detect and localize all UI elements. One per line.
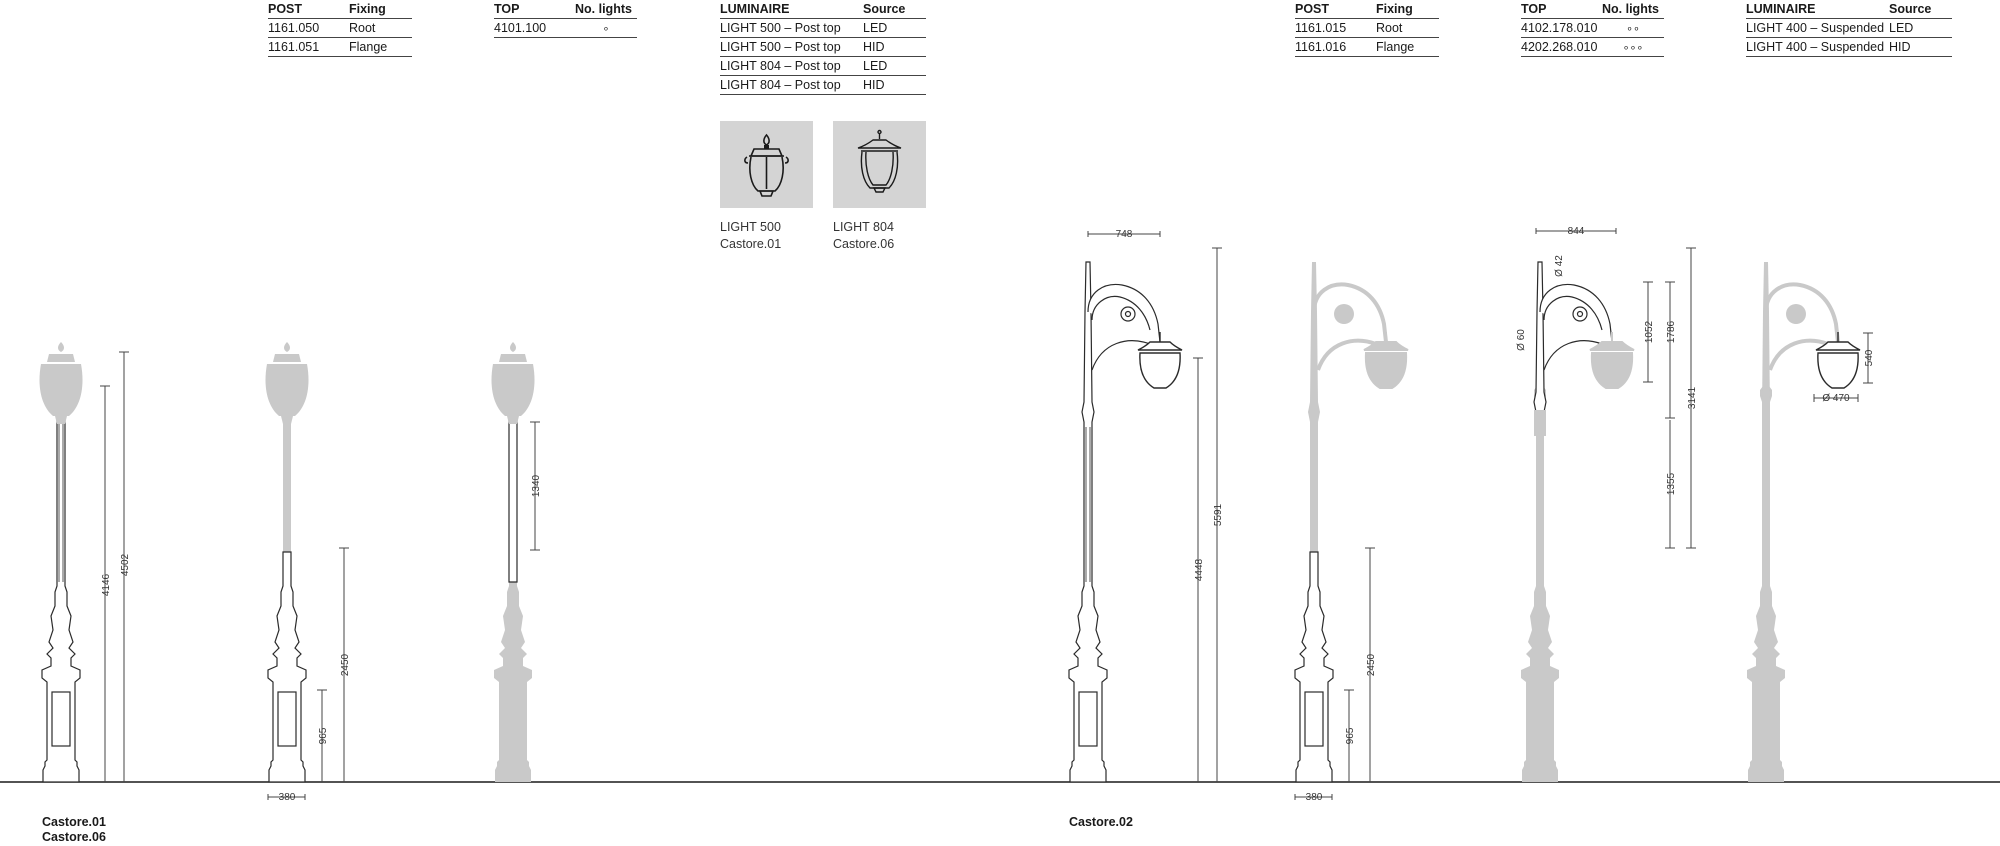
source-value: LED (1889, 21, 1914, 35)
source-value: LED (863, 59, 888, 73)
pole-suspended-lantern (1747, 262, 1860, 782)
luminaire-header: LUMINAIRE (720, 2, 790, 16)
pole-castore-02-variant (1295, 262, 1408, 782)
dim-diam-470: Ø 470 (1822, 393, 1850, 404)
lights-symbol: ∘∘∘ (1622, 41, 1644, 54)
top-header: TOP (1521, 2, 1547, 16)
dim-540: 540 (1864, 349, 1875, 367)
pole-castore-01 (40, 342, 83, 782)
top-code: 4102.178.010 (1521, 21, 1598, 35)
top-header: TOP (494, 2, 520, 16)
top-code: 4101.100 (494, 21, 547, 35)
dim-380-left: 380 (278, 792, 296, 803)
source-value: LED (863, 21, 888, 35)
source-value: HID (1889, 40, 1911, 54)
source-header: Source (1889, 2, 1932, 16)
post-code: 1161.051 (268, 40, 320, 54)
thumb-label: LIGHT 500 (720, 220, 781, 234)
dim-844: 844 (1567, 226, 1585, 237)
thumb-label: LIGHT 804 (833, 220, 894, 234)
luminaire-name: LIGHT 500 – Post top (720, 21, 841, 35)
dim-965-left: 965 (318, 727, 329, 745)
luminaire-name: LIGHT 804 – Post top (720, 59, 841, 73)
source-value: HID (863, 78, 885, 92)
dim-2450-right: 2450 (1366, 653, 1377, 677)
fixing-value: Root (349, 21, 376, 35)
lights-header: No. lights (1602, 2, 1659, 16)
lights-header: No. lights (575, 2, 632, 16)
fixing-header: Fixing (1376, 2, 1413, 16)
dim-1340: 1340 (531, 474, 542, 498)
luminaire-header: LUMINAIRE (1746, 2, 1816, 16)
fixing-value: Root (1376, 21, 1403, 35)
dim-diam-42: Ø 42 (1554, 255, 1565, 277)
post-header: POST (1295, 2, 1330, 16)
luminaire-name: LIGHT 804 – Post top (720, 78, 841, 92)
fixing-value: Flange (349, 40, 388, 54)
top-code: 4202.268.010 (1521, 40, 1598, 54)
luminaire-name: LIGHT 400 – Suspended (1746, 21, 1885, 35)
dim-380-right: 380 (1305, 792, 1323, 803)
post-code: 1161.016 (1295, 40, 1347, 54)
source-header: Source (863, 2, 906, 16)
lights-symbol: ∘∘ (1626, 22, 1640, 35)
dim-1355: 1355 (1666, 472, 1677, 496)
luminaire-name: LIGHT 500 – Post top (720, 40, 841, 54)
model-label-right (1069, 815, 1133, 830)
dim-4502: 4502 (120, 553, 131, 577)
post-code: 1161.015 (1295, 21, 1347, 35)
fixing-value: Flange (1376, 40, 1415, 54)
pole-bracket-top (1521, 262, 1634, 782)
dim-4146: 4146 (101, 573, 112, 597)
source-value: HID (863, 40, 885, 54)
dim-965-right: 965 (1345, 727, 1356, 745)
dim-2450-left: 2450 (340, 653, 351, 677)
dim-1786: 1786 (1666, 320, 1677, 344)
model-castore-06: Castore.06 (42, 830, 106, 844)
dimension-labels (101, 226, 1875, 803)
thumb-model: Castore.01 (720, 237, 782, 251)
luminaire-name: LIGHT 400 – Suspended (1746, 40, 1885, 54)
post-header: POST (268, 2, 303, 16)
lights-symbol: ∘ (602, 22, 610, 35)
dim-748: 748 (1115, 229, 1133, 240)
model-castore-02: Castore.02 (1069, 815, 1133, 829)
pole-castore-02 (1069, 262, 1182, 782)
pole-castore-top (492, 342, 535, 782)
dim-3141: 3141 (1687, 386, 1698, 410)
model-castore-01: Castore.01 (42, 815, 106, 829)
fixing-header: Fixing (349, 2, 386, 16)
model-label-left (42, 815, 106, 845)
dim-1052: 1052 (1644, 320, 1655, 344)
dim-4448: 4448 (1194, 558, 1205, 582)
post-code: 1161.050 (268, 21, 320, 35)
dim-5591: 5591 (1213, 503, 1224, 527)
thumb-model: Castore.06 (833, 237, 895, 251)
pole-castore-06 (266, 342, 309, 782)
dim-diam-60: Ø 60 (1516, 329, 1527, 351)
